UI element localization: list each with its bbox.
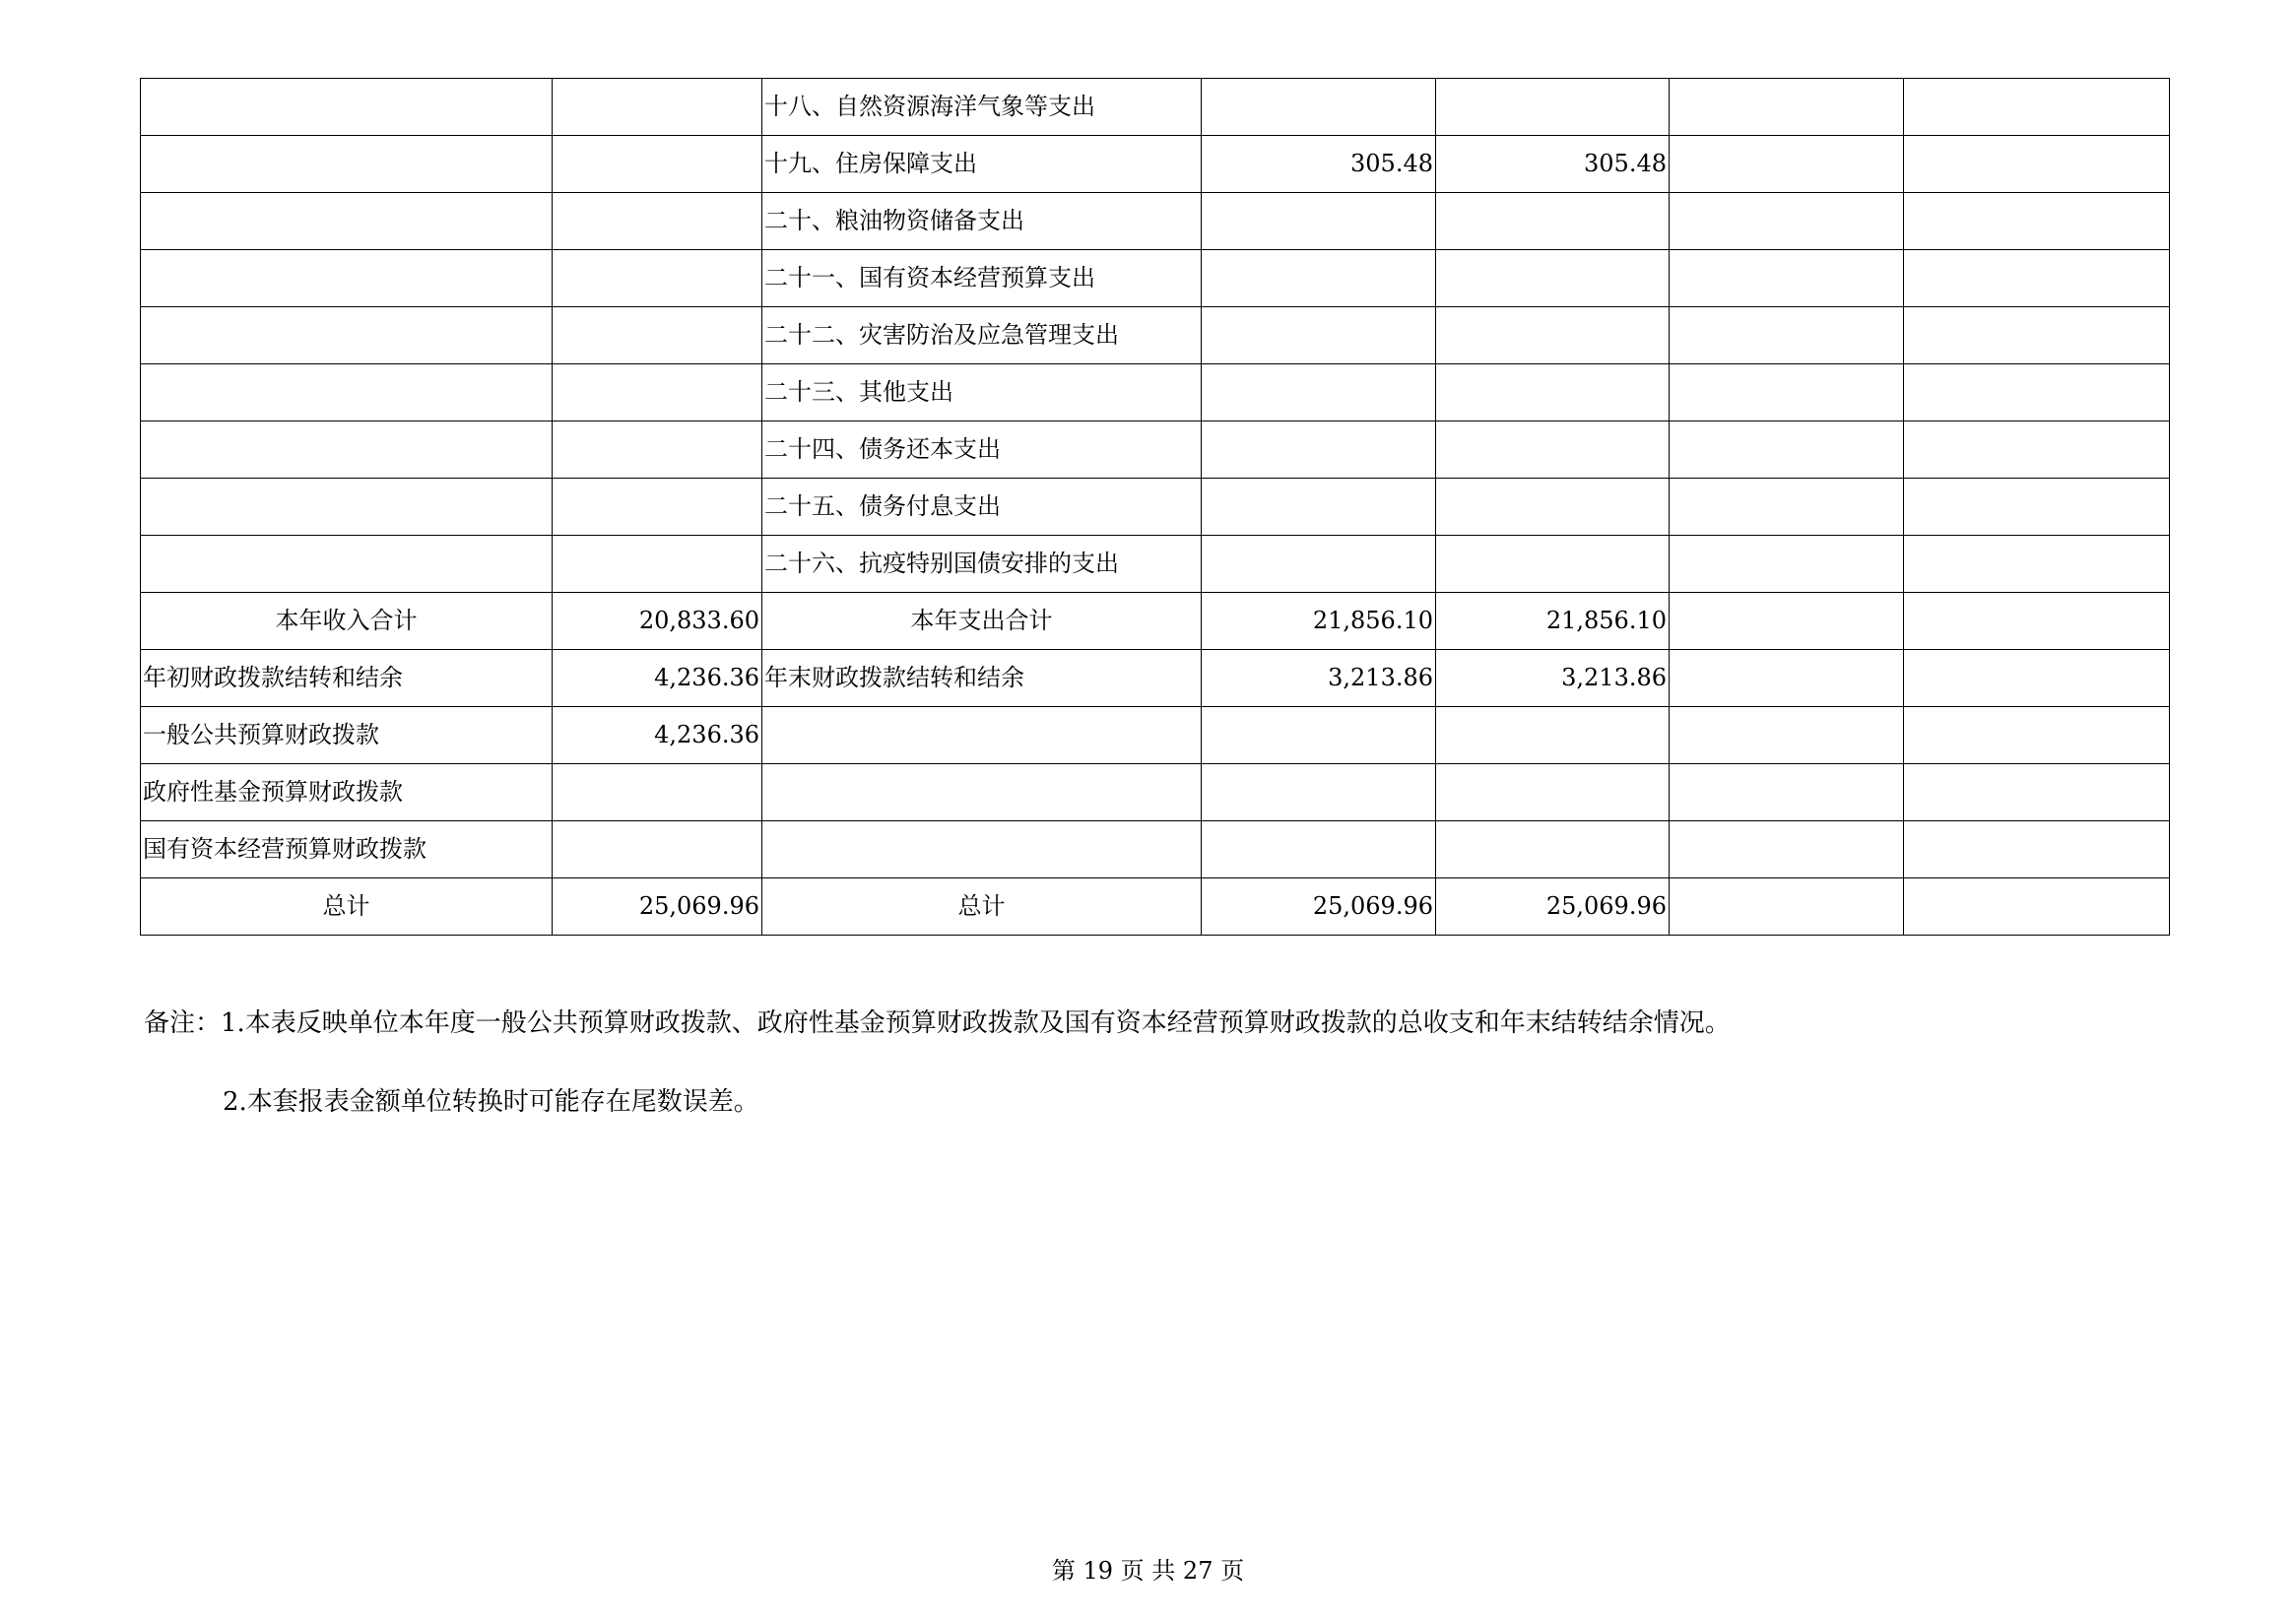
general-budget-cell: 25,069.96: [1436, 878, 1670, 936]
state-capital-budget-cell: [1904, 250, 2170, 307]
expense-total-cell: 21,856.10: [1202, 593, 1436, 650]
general-budget-cell: [1436, 764, 1670, 821]
income-amount-cell: [553, 764, 762, 821]
expense-item-cell: 总计: [762, 878, 1202, 936]
fund-budget-cell: [1670, 136, 1904, 193]
fund-budget-cell: [1670, 650, 1904, 707]
income-item-cell: [141, 136, 553, 193]
expense-item-cell: 二十三、其他支出: [762, 364, 1202, 421]
state-capital-budget-cell: [1904, 193, 2170, 250]
fund-budget-cell: [1670, 764, 1904, 821]
remark-line-2: 2.本套报表金额单位转换时可能存在尾数误差。: [223, 1087, 759, 1117]
general-budget-cell: 21,856.10: [1436, 593, 1670, 650]
expense-item-cell: 二十四、债务还本支出: [762, 421, 1202, 479]
state-capital-budget-cell: [1904, 707, 2170, 764]
income-item-cell: [141, 479, 553, 536]
table-row: [141, 536, 2170, 593]
general-budget-cell: [1436, 479, 1670, 536]
general-budget-cell: [1436, 707, 1670, 764]
income-item-cell: [141, 421, 553, 479]
state-capital-budget-cell: [1904, 136, 2170, 193]
table-row-year-total: [141, 593, 2170, 650]
expense-total-cell: 25,069.96: [1202, 878, 1436, 936]
general-budget-cell: [1436, 250, 1670, 307]
fund-budget-cell: [1670, 364, 1904, 421]
expense-total-cell: 3,213.86: [1202, 650, 1436, 707]
expense-item-cell: 十九、住房保障支出: [762, 136, 1202, 193]
expense-total-cell: [1202, 536, 1436, 593]
expense-item-cell: 二十六、抗疫特别国债安排的支出: [762, 536, 1202, 593]
expense-total-cell: [1202, 193, 1436, 250]
income-item-cell: [141, 536, 553, 593]
income-amount-cell: [553, 79, 762, 136]
fund-budget-cell: [1670, 821, 1904, 878]
general-budget-cell: [1436, 421, 1670, 479]
state-capital-budget-cell: [1904, 364, 2170, 421]
table-row: [141, 421, 2170, 479]
income-item-cell: 年初财政拨款结转和结余: [141, 650, 553, 707]
income-item-cell: 总计: [141, 878, 553, 936]
expense-item-cell: 十八、自然资源海洋气象等支出: [762, 79, 1202, 136]
state-capital-budget-cell: [1904, 650, 2170, 707]
expense-item-cell: [762, 764, 1202, 821]
expense-total-cell: [1202, 707, 1436, 764]
state-capital-budget-cell: [1904, 307, 2170, 364]
fund-budget-cell: [1670, 536, 1904, 593]
table-row: [141, 707, 2170, 764]
income-item-cell: 一般公共预算财政拨款: [141, 707, 553, 764]
general-budget-cell: [1436, 364, 1670, 421]
fund-budget-cell: [1670, 421, 1904, 479]
income-amount-cell: 20,833.60: [553, 593, 762, 650]
general-budget-cell: [1436, 193, 1670, 250]
income-amount-cell: 4,236.36: [553, 650, 762, 707]
expense-total-cell: [1202, 307, 1436, 364]
income-amount-cell: [553, 421, 762, 479]
table-row: [141, 821, 2170, 878]
general-budget-cell: [1436, 307, 1670, 364]
income-amount-cell: 25,069.96: [553, 878, 762, 936]
state-capital-budget-cell: [1904, 79, 2170, 136]
table-row: [141, 764, 2170, 821]
state-capital-budget-cell: [1904, 821, 2170, 878]
general-budget-cell: [1436, 821, 1670, 878]
expense-item-cell: 二十一、国有资本经营预算支出: [762, 250, 1202, 307]
fund-budget-cell: [1670, 593, 1904, 650]
income-item-cell: [141, 307, 553, 364]
income-amount-cell: [553, 364, 762, 421]
expense-item-cell: [762, 707, 1202, 764]
table-row: [141, 479, 2170, 536]
fund-budget-cell: [1670, 707, 1904, 764]
remark-line-1: 备注：1.本表反映单位本年度一般公共预算财政拨款、政府性基金预算财政拨款及国有资本经营预算财政拨款的总收支和年末结转结余情况。: [144, 1008, 1731, 1038]
income-amount-cell: [553, 821, 762, 878]
expense-total-cell: [1202, 79, 1436, 136]
expense-item-cell: 二十五、债务付息支出: [762, 479, 1202, 536]
income-item-cell: [141, 250, 553, 307]
state-capital-budget-cell: [1904, 764, 2170, 821]
income-item-cell: [141, 364, 553, 421]
income-item-cell: [141, 193, 553, 250]
general-budget-cell: 305.48: [1436, 136, 1670, 193]
table-row: [141, 136, 2170, 193]
state-capital-budget-cell: [1904, 421, 2170, 479]
fund-budget-cell: [1670, 307, 1904, 364]
income-amount-cell: 4,236.36: [553, 707, 762, 764]
fund-budget-cell: [1670, 250, 1904, 307]
expense-item-cell: [762, 821, 1202, 878]
income-item-cell: 本年收入合计: [141, 593, 553, 650]
expense-total-cell: [1202, 250, 1436, 307]
table-row: [141, 79, 2170, 136]
income-amount-cell: [553, 193, 762, 250]
fund-budget-cell: [1670, 79, 1904, 136]
state-capital-budget-cell: [1904, 479, 2170, 536]
expense-total-cell: 305.48: [1202, 136, 1436, 193]
expense-total-cell: [1202, 479, 1436, 536]
expense-item-cell: 年末财政拨款结转和结余: [762, 650, 1202, 707]
income-amount-cell: [553, 136, 762, 193]
state-capital-budget-cell: [1904, 536, 2170, 593]
expense-total-cell: [1202, 421, 1436, 479]
page-number: 第 19 页 共 27 页: [1051, 1557, 1245, 1585]
table-row-grand-total: [141, 878, 2170, 936]
table-row: [141, 193, 2170, 250]
general-budget-cell: 3,213.86: [1436, 650, 1670, 707]
income-amount-cell: [553, 250, 762, 307]
expense-total-cell: [1202, 821, 1436, 878]
expense-total-cell: [1202, 364, 1436, 421]
fund-budget-cell: [1670, 479, 1904, 536]
income-amount-cell: [553, 479, 762, 536]
table-row-carryover: [141, 650, 2170, 707]
fund-budget-cell: [1670, 878, 1904, 936]
table-row: [141, 250, 2170, 307]
income-amount-cell: [553, 536, 762, 593]
table-row: [141, 364, 2170, 421]
expense-item-cell: 本年支出合计: [762, 593, 1202, 650]
expense-item-cell: 二十二、灾害防治及应急管理支出: [762, 307, 1202, 364]
table-row: [141, 307, 2170, 364]
income-item-cell: [141, 79, 553, 136]
expense-item-cell: 二十、粮油物资储备支出: [762, 193, 1202, 250]
income-amount-cell: [553, 307, 762, 364]
income-item-cell: 政府性基金预算财政拨款: [141, 764, 553, 821]
budget-table: [140, 78, 2170, 936]
income-item-cell: 国有资本经营预算财政拨款: [141, 821, 553, 878]
state-capital-budget-cell: [1904, 878, 2170, 936]
fund-budget-cell: [1670, 193, 1904, 250]
state-capital-budget-cell: [1904, 593, 2170, 650]
general-budget-cell: [1436, 79, 1670, 136]
general-budget-cell: [1436, 536, 1670, 593]
expense-total-cell: [1202, 764, 1436, 821]
